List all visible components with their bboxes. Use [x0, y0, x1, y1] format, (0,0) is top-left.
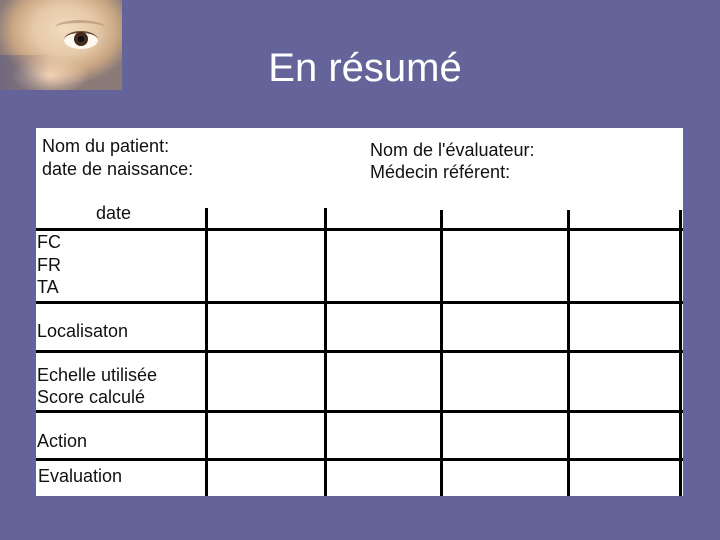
- row-divider: [36, 301, 683, 304]
- patient-name-label: Nom du patient:: [42, 136, 170, 156]
- row-label-ta: TA: [37, 277, 59, 297]
- row-label-localisation: Localisaton: [37, 321, 129, 341]
- row-label-evaluation: Evaluation: [38, 466, 123, 486]
- row-divider: [36, 350, 683, 353]
- column-divider: [567, 210, 570, 496]
- pain-evaluation-form: [36, 128, 683, 496]
- row-divider: [36, 228, 683, 231]
- row-label-fr: FR: [37, 255, 61, 275]
- date-column-header: date: [96, 203, 132, 223]
- referring-doctor-label: Médecin référent:: [370, 162, 511, 182]
- column-divider: [205, 208, 208, 496]
- row-divider: [36, 458, 683, 461]
- row-label-scale-used: Echelle utilisée: [37, 365, 158, 385]
- baby-face-photo: [0, 0, 122, 90]
- column-divider: [324, 208, 327, 496]
- row-label-score: Score calculé: [37, 387, 146, 407]
- column-divider: [679, 210, 682, 496]
- slide-title: En résumé: [268, 46, 462, 90]
- column-divider: [440, 210, 443, 496]
- row-label-fc: FC: [37, 232, 61, 252]
- row-label-action: Action: [37, 431, 88, 451]
- birth-date-label: date de naissance:: [42, 159, 194, 179]
- evaluator-label: Nom de l'évaluateur:: [370, 140, 535, 160]
- row-divider: [36, 410, 683, 413]
